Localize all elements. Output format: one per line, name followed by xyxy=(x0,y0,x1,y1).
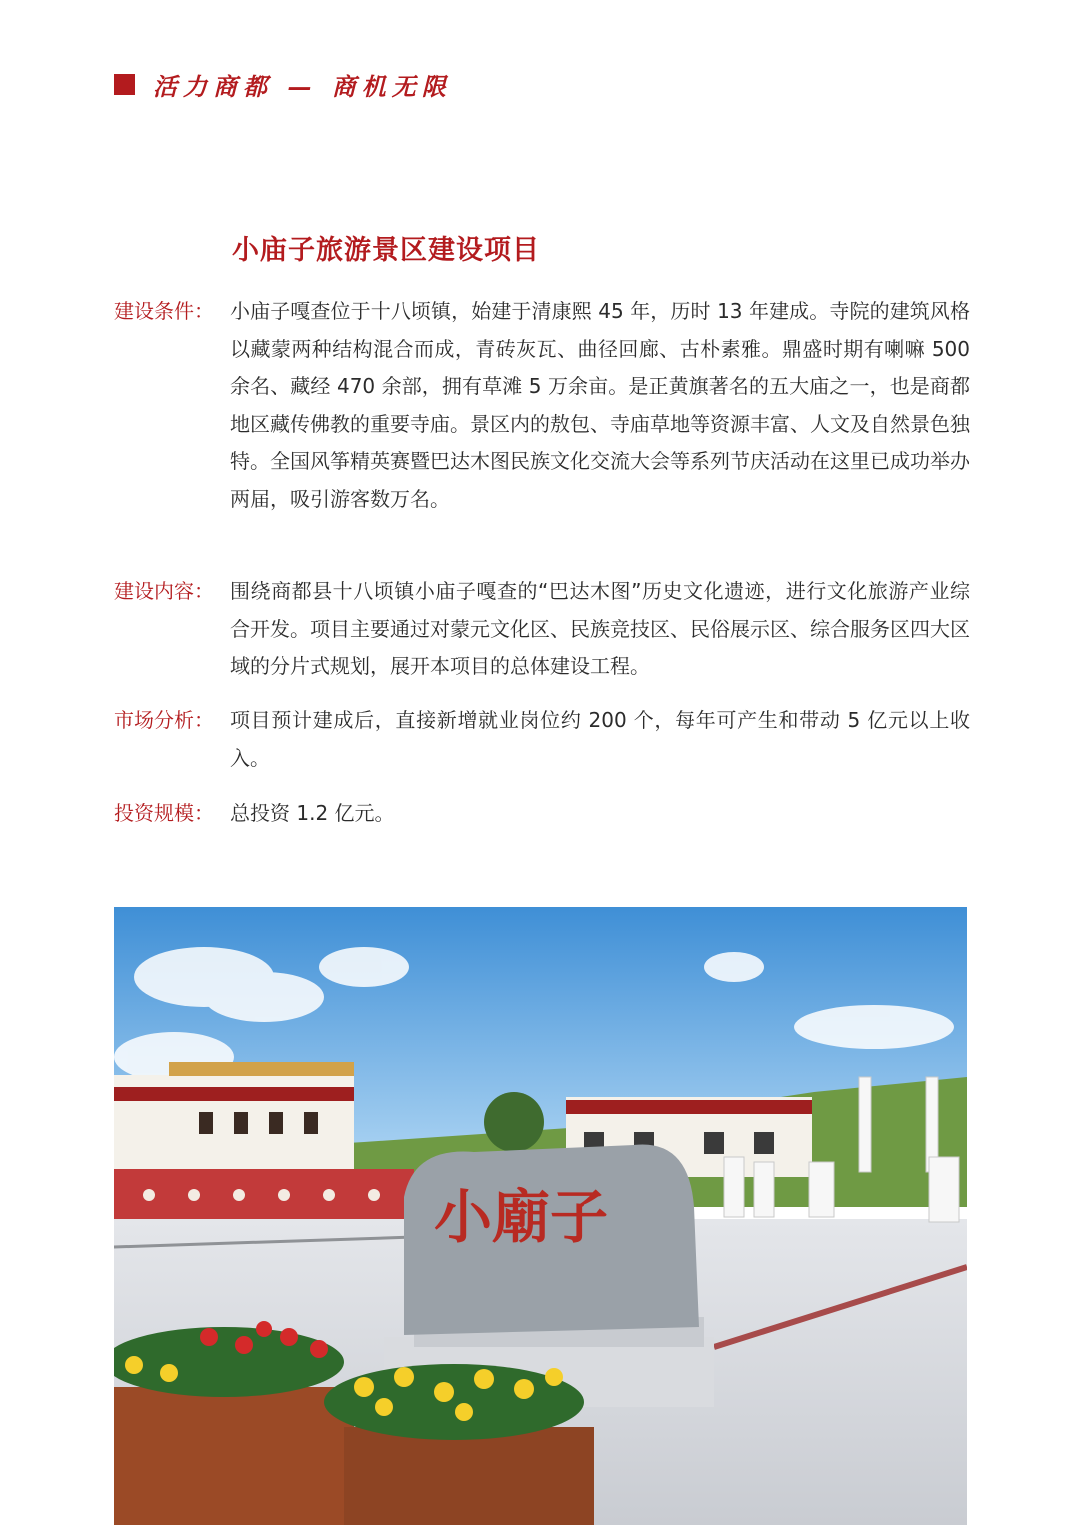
section-body: 围绕商都县十八顷镇小庙子嘎查的“巴达木图”历史文化遗迹，进行文化旅游产业综合开发。项目主要通过对蒙元文化区、民族竞技区、民俗展示区、综合服务区四大区域的分片式规划，展开本项目的总体建设工程。 xyxy=(230,579,970,678)
section-body: 项目预计建成后，直接新增就业岗位约 200 个，每年可产生和带动 5 亿元以上收入。 xyxy=(230,708,970,770)
section-market-analysis xyxy=(114,702,970,777)
section-body: 总投资 1.2 亿元。 xyxy=(230,801,395,825)
stone-inscription: 小廟子 xyxy=(434,1183,609,1251)
section-body: 小庙子嘎查位于十八顷镇，始建于清康熙 45 年，历时 13 年建成。寺院的建筑风格以藏蒙两种结构混合而成，青砖灰瓦、曲径回廊、古朴素雅。鼎盛时期有喇嘛 500 余名、藏经 470 余部，拥有草滩 5 万余亩。是正黄旗著名的五大庙之一，也是商都地区藏传佛教的重要寺庙。景区内的敖包、寺庙草地等资源丰富、人文及自然景色独特。全国风筝精英赛暨巴达木图民族文化交流大会等系列节庆活动在这里已成功举办两届，吸引游客数万名。 xyxy=(230,299,970,511)
section-label: 建设内容： xyxy=(114,579,214,603)
section-label: 市场分析： xyxy=(114,708,214,732)
flower-box-left xyxy=(114,1387,354,1525)
section-construction-conditions xyxy=(114,293,970,518)
header-slogan: 活力商都 — 商机无限 xyxy=(153,71,452,101)
tree xyxy=(484,1092,544,1152)
scenic-photo xyxy=(114,907,967,1525)
section-label: 建设条件： xyxy=(114,299,214,323)
page-header xyxy=(114,66,452,102)
section-label: 投资规模： xyxy=(114,801,214,825)
flower-box-right xyxy=(344,1427,594,1525)
section-construction-content xyxy=(114,573,970,686)
header-red-square xyxy=(114,74,135,95)
project-title: 小庙子旅游景区建设项目 xyxy=(232,235,540,266)
section-investment-scale xyxy=(114,795,970,833)
